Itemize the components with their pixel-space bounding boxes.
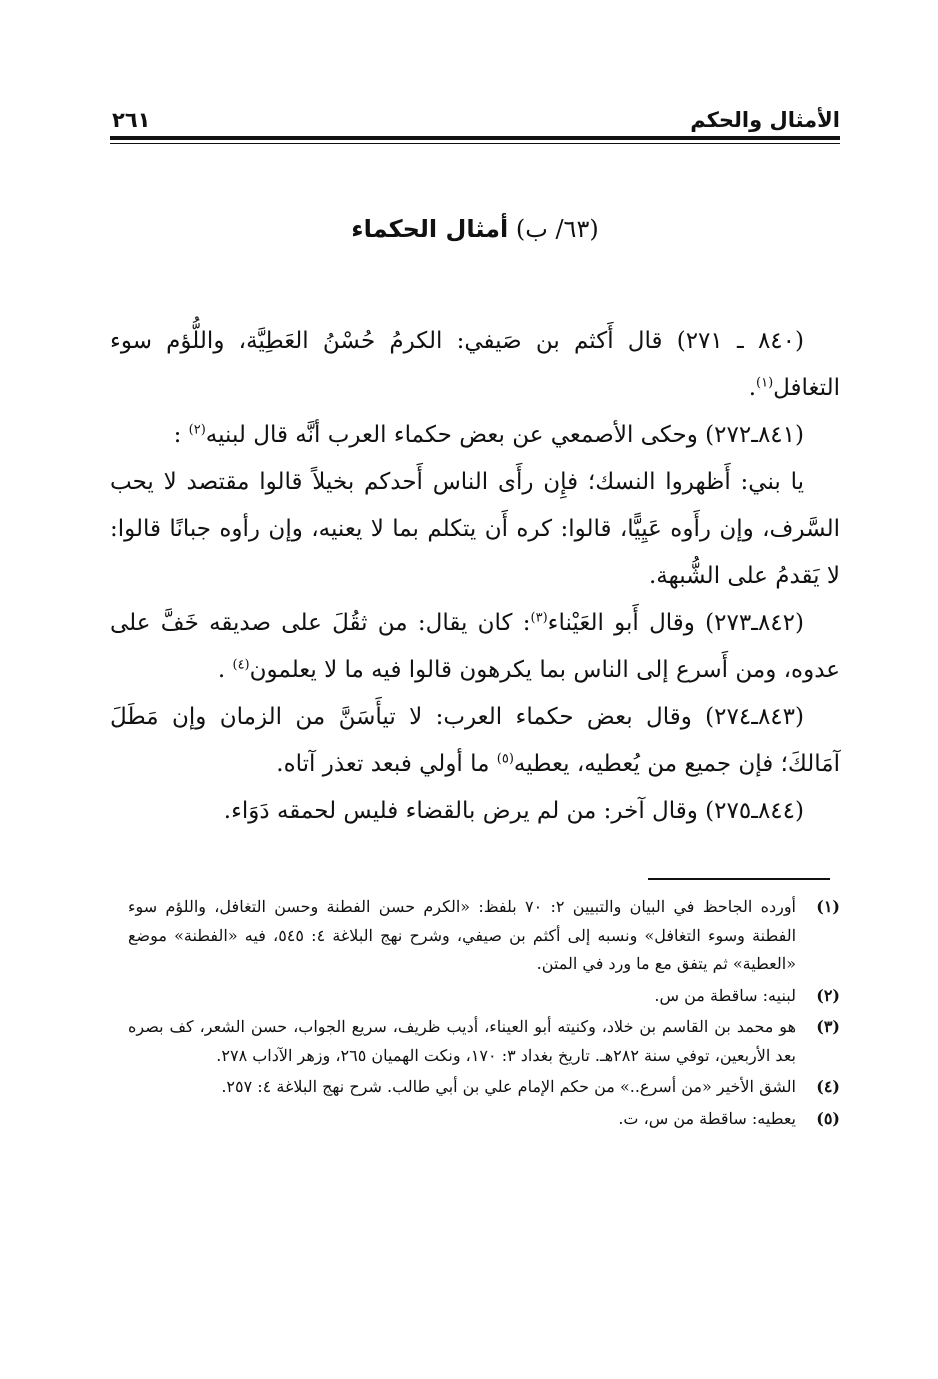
paragraph-text: (٨٤١ـ٢٧٢) وحكى الأصمعي عن بعض حكماء العرب أنَّه قال لبنيه [205,422,804,448]
paragraph-840 [110,318,840,412]
paragraph-text: (٨٤٠ ـ ٢٧١) قال أَكثم بن صَيفي: الكرمُ حُسْنُ العَطِيَّة، واللُّؤم سوء التغافل [110,328,840,401]
footnote-number: (٣) [816,1017,840,1036]
paragraph-text: يا بني: أَظهروا النسك؛ فإِن رأَى الناس أَحدكم بخيلاً قالوا مقتصد لا يحب السَّرف، وإن رأَوه عَيِيًّا، قالوا: كره أَن يتكلم بما لا يعنيه، وإن رأوه جبانًا قالوا: لا يَقدمُ على الشُّبهة. [110,469,840,589]
paragraph-842 [110,600,840,694]
paragraph-843 [110,694,840,788]
section-title: أمثال الحكماء [351,215,509,243]
paragraph-tail: : كان يقال: من ثقُلَ على صديقه خَفَّ على عدوه، ومن أَسرع إلى الناس بما يكرهون قالوا فيه ما لا يعلمون [110,610,840,683]
paragraph-text: (٨٤٣ـ٢٧٤) وقال بعض حكماء العرب: لا تيأَسَنَّ من الزمان وإن مَطَلَ آمَالكَ؛ فإن جميع من يُعطيه، يعطيه [110,704,840,777]
footnote-number: (٢) [816,985,840,1005]
footnote-text: الشق الأخير «من أسرع..» من حكم الإمام علي بن أبي طالب. شرح نهج البلاغة ٤: ٢٥٧. [221,1077,796,1096]
header-rule-thin [110,143,840,144]
paragraph-tail: ما أولي فبعد تعذر آتاه. [276,751,497,777]
footnote-text: لبنيه: ساقطة من س. [654,985,796,1005]
footnote-marker: (١) [756,375,774,391]
paragraph-text: (٨٤٢ـ٢٧٣) وقال أَبو العَيْناء [547,610,804,636]
footnote-number: (١) [816,897,840,916]
paragraph-text: (٨٤٤ـ٢٧٥) وقال آخر: من لم يرض بالقضاء فليس لحمقه دَوَاء. [223,798,804,824]
footnote-marker: (٥) [496,751,514,767]
footnote-2 [128,982,840,1011]
paragraph-tail: : [173,422,182,448]
footnotes [128,893,840,1136]
running-head [112,92,840,132]
paragraph-844 [110,788,840,835]
page-number: ٢٦١ [112,108,151,132]
footnote-number: (٤) [816,1077,840,1096]
footnote-marker: (٤) [232,657,250,673]
footnote-5 [128,1105,840,1134]
section-ref: (٦٣/ ب) [515,215,599,243]
footnote-text: يعطيه: ساقطة من س، ت. [618,1108,796,1128]
footnote-number: (٥) [816,1108,840,1128]
header-rule-thick [110,136,840,140]
footnote-3 [128,1013,840,1070]
footnote-text: أورده الجاحظ في البيان والتبيين ٢: ٧٠ بلفظ: «الكرم حسن الفطنة وحسن التغافل، واللؤم سوء الفطنة وسوء التغافل» ونسبه إلى أكثم بن صيفي، وشرح نهج البلاغة ٤: ٥٤٥، فيه «الفطنة» موضع «العطية» ثم يتفق مع ما ورد في المتن. [128,897,797,973]
paragraph-841-quote [110,459,840,600]
paragraph-tail: . [748,375,756,401]
footnote-1 [128,893,840,979]
footnote-marker: (٣) [530,610,548,626]
footnote-separator [648,878,830,880]
paragraph-tail: . [217,657,226,683]
footnote-marker: (٢) [188,422,206,438]
footnote-4 [128,1073,840,1102]
paragraph-841 [110,412,840,459]
section-heading [110,212,840,246]
footnote-text: هو محمد بن القاسم بن خلاد، وكنيته أبو العيناء، أديب ظريف، سريع الجواب، حسن الشعر، كف بصره بعد الأربعين، توفي سنة ٢٨٢هـ. تاريخ بغداد ٣: ١٧٠، ونكت الهميان ٢٦٥، وزهر الآداب ٢٧٨. [128,1017,796,1065]
running-head-title: الأمثال والحكم [690,108,840,132]
main-text [110,318,840,835]
